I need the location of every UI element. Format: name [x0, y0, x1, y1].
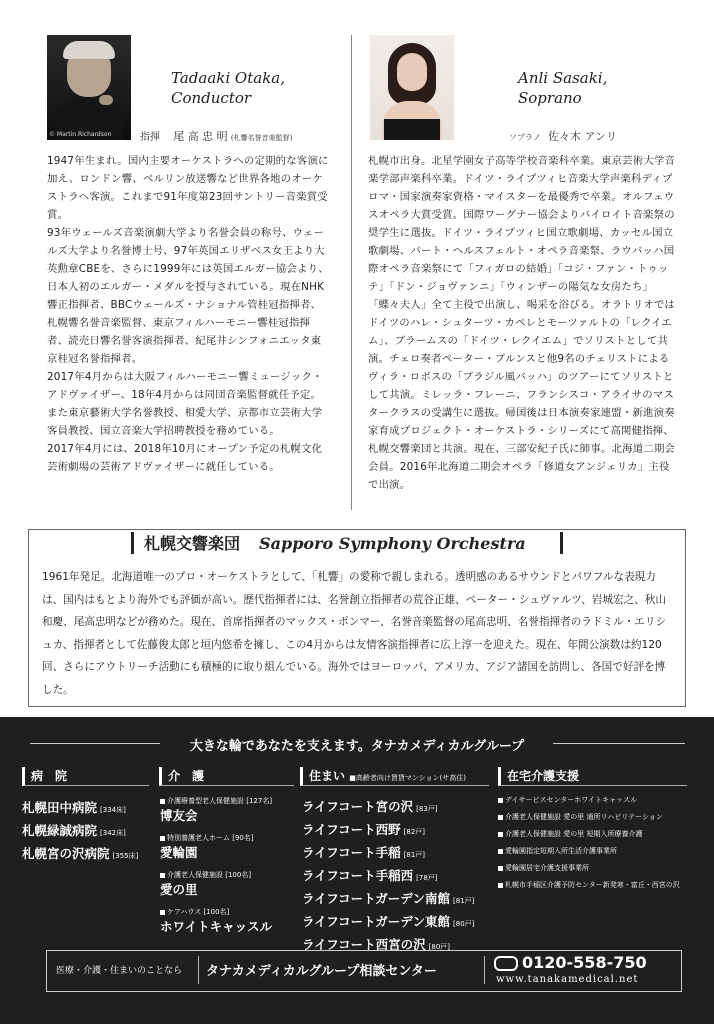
- soprano-name-en: [518, 68, 607, 108]
- homecare-item: [498, 846, 617, 856]
- bullet-square: [498, 832, 503, 837]
- conductor-bio-p2: 93年ウェールズ音楽演劇大学より名誉会員の称号、ウェールズ大学より名誉博士号、97年英国エリザベス女王より大英勲章CBEを、さらに1999年には英国エルガー協会より、日本人初のエルガー・メダルを授与されている。現在NHK響正指揮者、BBCウェールズ・ナショナル管桂冠指揮者、札幌響名誉音楽監督、東京フィルハーモニー響桂冠指揮者、読売日響名誉客演指揮者、紀尾井シンフォニエッタ東京桂冠名誉指揮者。: [47, 227, 329, 365]
- care-item: [160, 796, 272, 824]
- column-divider: [351, 35, 352, 510]
- contact-center: タナカメディカルグループ相談センター: [206, 964, 437, 979]
- hospital-beds: [334床]: [100, 806, 126, 814]
- website[interactable]: www.tanakamedical.net: [496, 974, 639, 985]
- conductor-photo: [47, 35, 131, 140]
- soprano-photo: [370, 35, 454, 140]
- bullet-square: [498, 815, 503, 820]
- conductor-title-note: (札響名誉音楽監督): [230, 134, 293, 142]
- conductor-bio-p4: 2017年4月には、2018年10月にオープン予定の札幌文化芸術劇場の芸術アドヴァイザーに就任している。: [47, 443, 323, 473]
- housing-item: [302, 819, 425, 838]
- conductor-role-en: Conductor: [171, 89, 252, 107]
- phone-number: [494, 953, 647, 972]
- homecare-item: [498, 812, 663, 822]
- soprano-name-jp: [509, 128, 617, 144]
- homecare-text: 介護老人保健施設 愛の里 短期入所療養介護: [505, 830, 643, 838]
- orchestra-text: 1961年発足。北海道唯一のプロ・オーケストラとして、「札響」の愛称で親しまれる。透明感のあるサウンドとパワフルな表現力は、国内はもとより海外でも評価が高い。歴代指揮者には、名誉創立指揮者の荒谷正雄、ペーター・シュヴァルツ、岩城宏之、秋山和慶、尾高忠明などが務めた。現在、首席指揮者のマックス・ポンマー、名誉音楽監督の尾高忠明、名誉指揮者のラドミル・エリシュカ、指揮者として佐藤俊太郎と垣内悠希を擁し、この4月からは友情客演指揮者に広上淳一を迎えた。現在、年間公演数は約120回、さらにアウトリーチ活動にも積極的に取り組んでいる。海外ではヨーロッパ、アメリカ、アジア諸国を訪問し、各国で好評を博した。: [42, 571, 667, 696]
- conductor-name-en-line1: Tadaaki Otaka,: [171, 69, 285, 87]
- care-item: [160, 833, 254, 861]
- bullet-square: [160, 910, 165, 915]
- orchestra-title-bar-right: [560, 532, 563, 554]
- homecare-item: [498, 863, 589, 873]
- housing-name: ライフコート手稲: [302, 845, 401, 860]
- housing-item: [302, 911, 474, 930]
- care-item: [160, 870, 251, 898]
- housing-name: ライフコート宮の沢: [302, 799, 414, 814]
- bullet-square: [498, 866, 503, 871]
- housing-name: ライフコート手稲西: [302, 868, 414, 883]
- housing-units: [83戸]: [416, 805, 438, 813]
- category-homecare-label: 在宅介護支援: [507, 769, 580, 783]
- bullet-square: [498, 849, 503, 854]
- hospital-item: [22, 820, 126, 839]
- category-housing: [300, 767, 489, 786]
- soprano-role-en: Soprano: [518, 89, 582, 107]
- soprano-role-label: ソプラノ: [509, 133, 541, 142]
- homecare-text: 札幌市手稲区介護予防センター新発寒・富丘・西宮の沢: [505, 881, 680, 889]
- homecare-item: [498, 880, 680, 890]
- housing-item: [302, 865, 438, 884]
- category-hospital: [22, 767, 149, 786]
- care-name: 愛の里: [160, 882, 198, 897]
- care-name: 博友会: [160, 808, 198, 823]
- homecare-item: [498, 829, 642, 839]
- homecare-text: 介護老人保健施設 愛の里 通所リハビリテーション: [505, 813, 663, 821]
- ad-slogan: 大きな輪であなたを支えます。タナカメディカルグループ: [189, 739, 525, 754]
- housing-name: ライフコートガーデン東館: [302, 914, 451, 929]
- housing-name: ライフコート西野: [302, 822, 401, 837]
- housing-name: ライフコート西宮の沢: [302, 937, 426, 952]
- hospital-beds: [342床]: [100, 829, 126, 837]
- care-type: 介護療養型老人保健施設 [127名]: [167, 797, 273, 805]
- photo-credit: © Martin Richardson: [49, 131, 112, 138]
- category-care-label: 介 護: [168, 769, 205, 783]
- orchestra-title: [136, 531, 534, 557]
- conductor-name-jp: [140, 128, 292, 144]
- homecare-text: 愛輪園指定短期入所生活介護事業所: [505, 847, 617, 855]
- bullet-square: [160, 873, 165, 878]
- housing-item: [302, 888, 474, 907]
- conductor-name-jp-text: 尾 高 忠 明: [173, 130, 228, 143]
- bullet-square: [498, 798, 503, 803]
- conductor-role-label: 指揮: [140, 132, 160, 143]
- category-care: [159, 767, 294, 786]
- care-type: 介護老人保健施設 [100名]: [167, 871, 252, 879]
- housing-units: [80戸]: [428, 943, 451, 951]
- housing-units: [78戸]: [416, 874, 438, 882]
- slogan-line-right: [553, 743, 685, 744]
- homecare-item: [498, 795, 637, 805]
- orchestra-title-bar-left: [131, 532, 134, 554]
- conductor-bio: [47, 152, 330, 476]
- conductor-bio-p1: 1947年生まれ。国内主要オーケストラへの定期的な客演に加え、ロンドン響、ベルリン放送響など世界各地のオーケストラへ客演。これまで91年度第23回サントリー音楽賞受賞。: [47, 155, 329, 221]
- care-type: 特別養護老人ホーム [90名]: [167, 834, 254, 842]
- phone-text: 0120-558-750: [522, 953, 647, 972]
- category-hospital-label: 病 院: [31, 769, 68, 783]
- conductor-bio-p3: 2017年4月からは大阪フィルハーモニー響ミュージック・アドヴァイザー、18年4月からは同団音楽監督就任予定。また東京藝術大学名誉教授、相愛大学、京都市立芸術大学客員教授、国立音楽大学招聘教授を務めている。: [47, 371, 323, 437]
- homecare-text: デイサービスセンターホワイトキャッスル: [505, 796, 638, 804]
- housing-units: [80戸]: [453, 920, 475, 928]
- housing-item: [302, 842, 425, 861]
- hospital-name: 札幌宮の沢病院: [22, 846, 110, 861]
- care-item: [160, 907, 272, 935]
- soprano-bio-p1: 札幌市出身。北星学園女子高等学校音楽科卒業。東京芸術大学音楽学部声楽科卒業。ドイツ・ライプツィヒ音楽大学声楽科ディプロマ・国家演奏家資格・マイスターを最優秀で卒業。オルフェウスオペラ大賞受賞。国際ワーグナー協会よりバイロイト音楽祭の奨学生に選抜。ドイツ・ライプツィヒ国立歌劇場、カッセル国立歌劇場、バート・ヘルスフェルト・オペラ音楽祭、ラウバッハ国際オペラ音楽祭にて「フィガロの結婚」「コジ・ファン・トゥッテ」「ドン・ジョヴァンニ」「ウィンザーの陽気な女房たち」「蝶々夫人」全て主役で出演し、喝采を浴びる。オラトリオではドイツのハレ・シュターツ・カペレとモーツァルトの「レクイエム」、ブラームスの「ドイツ・レクイエム」でソリストとして共演。チェロ奏者ペーター・ブルンスと他9名のチェリストによるヴィラ・ロボスの「ブラジル風バッハ」のツアーにてソリストとして共演。ミレッラ・フレーニ、フランシスコ・アライサのマスタークラスの受講生に選抜。帰国後は日本演奏家連盟・新進演奏家育成プロジェクト・オーケストラ・シリーズにて高関健指揮、札幌交響楽団と共演。現在、三部安紀子氏に師事。北海道二期会会員。2016年北海道二期会オペラ「修道女アンジェリカ」主役で出演。: [368, 155, 676, 491]
- free-dial-icon: [494, 956, 518, 971]
- conductor-name-en: [171, 68, 285, 108]
- contact-lead: 医療・介護・住まいのことなら: [56, 966, 183, 976]
- contact-divider: [484, 956, 485, 984]
- hospital-name: 札幌緑誠病院: [22, 823, 98, 838]
- category-housing-note: ■高齢者向け賃貸マンション(サ高住): [349, 774, 466, 782]
- hospital-item: [22, 797, 126, 816]
- soprano-name-en-line1: Anli Sasaki,: [518, 69, 608, 87]
- orchestra-title-jp: 札幌交響楽団: [144, 534, 241, 553]
- housing-item: [302, 796, 438, 815]
- bullet-square: [160, 799, 165, 804]
- hospital-name: 札幌田中病院: [22, 800, 98, 815]
- bullet-square: [498, 883, 503, 888]
- bullet-square: [160, 836, 165, 841]
- orchestra-title-en: Sapporo Symphony Orchestra: [259, 534, 526, 553]
- care-name: ホワイトキャッスル: [160, 919, 273, 934]
- category-homecare: [498, 767, 687, 786]
- contact-divider: [198, 956, 199, 984]
- care-type: ケアハウス [100名]: [167, 908, 230, 916]
- category-housing-label: 住まい: [309, 769, 346, 783]
- housing-name: ライフコートガーデン南館: [302, 891, 451, 906]
- care-name: 愛輪園: [160, 845, 198, 860]
- homecare-text: 愛輪園居宅介護支援事業所: [505, 864, 589, 872]
- hospital-beds: [355床]: [112, 852, 139, 860]
- hospital-item: [22, 843, 138, 862]
- housing-units: [82戸]: [403, 828, 426, 836]
- housing-units: [81戸]: [453, 897, 475, 905]
- housing-units: [81戸]: [403, 851, 426, 859]
- soprano-bio: [368, 152, 676, 494]
- soprano-name-jp-text: 佐々木 アンリ: [547, 130, 618, 143]
